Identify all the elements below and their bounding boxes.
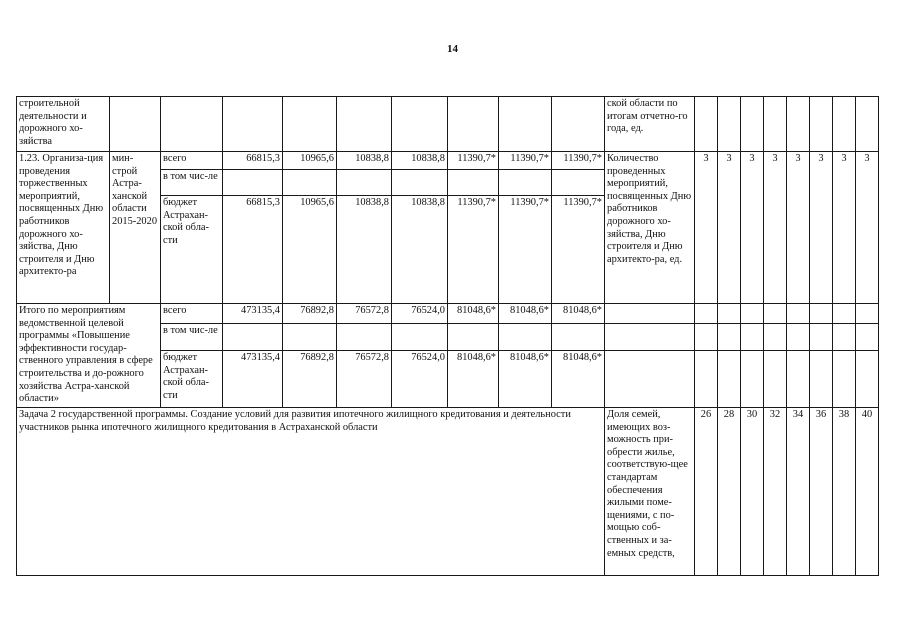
total-title: Итого по мероприятиям ведомственной целевой программы «Повышение эффективности государ-ственного управления в сфере строительства и до-рожного хозяйства Астра-ханской области» (17, 304, 161, 408)
amount-cell: 10965,6 (283, 196, 337, 304)
amount-cell: 76524,0 (392, 304, 448, 324)
indicator-value: 3 (810, 152, 833, 304)
funding-label: в том чис-ле (161, 324, 223, 351)
amount-cell: 10838,8 (392, 152, 448, 170)
indicator-value: 3 (856, 152, 879, 304)
amount-cell: 473135,4 (223, 351, 283, 408)
amount-cell: 11390,7* (552, 152, 605, 170)
amount-cell: 66815,3 (223, 152, 283, 170)
amount-cell: 10838,8 (337, 152, 392, 170)
amount-cell: 11390,7* (499, 196, 552, 304)
indicator-value: 3 (695, 152, 718, 304)
indicator-value: 36 (810, 408, 833, 576)
indicator-cell: Количество проведенных мероприятий, посвященных Дню работников дорожного хо-зяйства, Дню строителя и Дню архитекто-ра, ед. (605, 152, 695, 304)
funding-label: в том чис-ле (161, 170, 223, 196)
amount-cell: 11390,7* (448, 152, 499, 170)
indicator-value: 26 (695, 408, 718, 576)
indicator-cell: Доля семей, имеющих воз-можность при-обрести жилье, соответствую-щее стандартам обеспечения жилыми поме-щениями, с по-мощью соб-ственных и за-емных средств, (605, 408, 695, 576)
amount-cell: 81048,6* (499, 304, 552, 324)
amount-cell: 66815,3 (223, 196, 283, 304)
amount-cell: 10838,8 (337, 196, 392, 304)
amount-cell: 76524,0 (392, 351, 448, 408)
amount-cell: 81048,6* (552, 304, 605, 324)
indicator-value: 3 (718, 152, 741, 304)
table-row-task (17, 408, 879, 576)
program-item-title: строительной деятельности и дорожного хо-зяйства (17, 97, 110, 152)
amount-cell: 76572,8 (337, 351, 392, 408)
program-table (16, 96, 879, 576)
indicator-value: 3 (787, 152, 810, 304)
indicator-value: 3 (741, 152, 764, 304)
funding-label: всего (161, 304, 223, 324)
program-item-title: 1.23. Организа-ция проведения торжественных мероприятий, посвященных Дню работников дорожного хо-зяйства, Дню строителя и Дню архитекто-ра (17, 152, 110, 304)
table-row-continuation (17, 97, 879, 152)
funding-label: бюджет Астрахан-ской обла-сти (161, 196, 223, 304)
funding-label: бюджет Астрахан-ской обла-сти (161, 351, 223, 408)
indicator-value: 3 (764, 152, 787, 304)
amount-cell: 81048,6* (448, 304, 499, 324)
task-description: Задача 2 государственной программы. Создание условий для развития ипотечного жилищного кредитования и деятельности участников рынка ипотечного жилищного кредитования в Астраханской области (17, 408, 605, 576)
page-number: 14 (447, 43, 458, 55)
indicator-value: 30 (741, 408, 764, 576)
amount-cell: 11390,7* (552, 196, 605, 304)
amount-cell: 76572,8 (337, 304, 392, 324)
amount-cell: 81048,6* (552, 351, 605, 408)
indicator-value: 40 (856, 408, 879, 576)
amount-cell: 81048,6* (448, 351, 499, 408)
amount-cell: 10965,6 (283, 152, 337, 170)
amount-cell: 76892,8 (283, 304, 337, 324)
indicator-cell: ской области по итогам отчетно-го года, ед. (605, 97, 695, 152)
table-row-total (17, 304, 879, 324)
amount-cell: 473135,4 (223, 304, 283, 324)
amount-cell: 81048,6* (499, 351, 552, 408)
indicator-value: 38 (833, 408, 856, 576)
indicator-value: 32 (764, 408, 787, 576)
indicator-value: 34 (787, 408, 810, 576)
table-row (17, 152, 879, 170)
executor-cell: мин-строй Астра-ханской области 2015-2020 (110, 152, 161, 304)
funding-label: всего (161, 152, 223, 170)
amount-cell: 76892,8 (283, 351, 337, 408)
amount-cell: 11390,7* (499, 152, 552, 170)
amount-cell: 11390,7* (448, 196, 499, 304)
indicator-value: 3 (833, 152, 856, 304)
amount-cell: 10838,8 (392, 196, 448, 304)
indicator-value: 28 (718, 408, 741, 576)
